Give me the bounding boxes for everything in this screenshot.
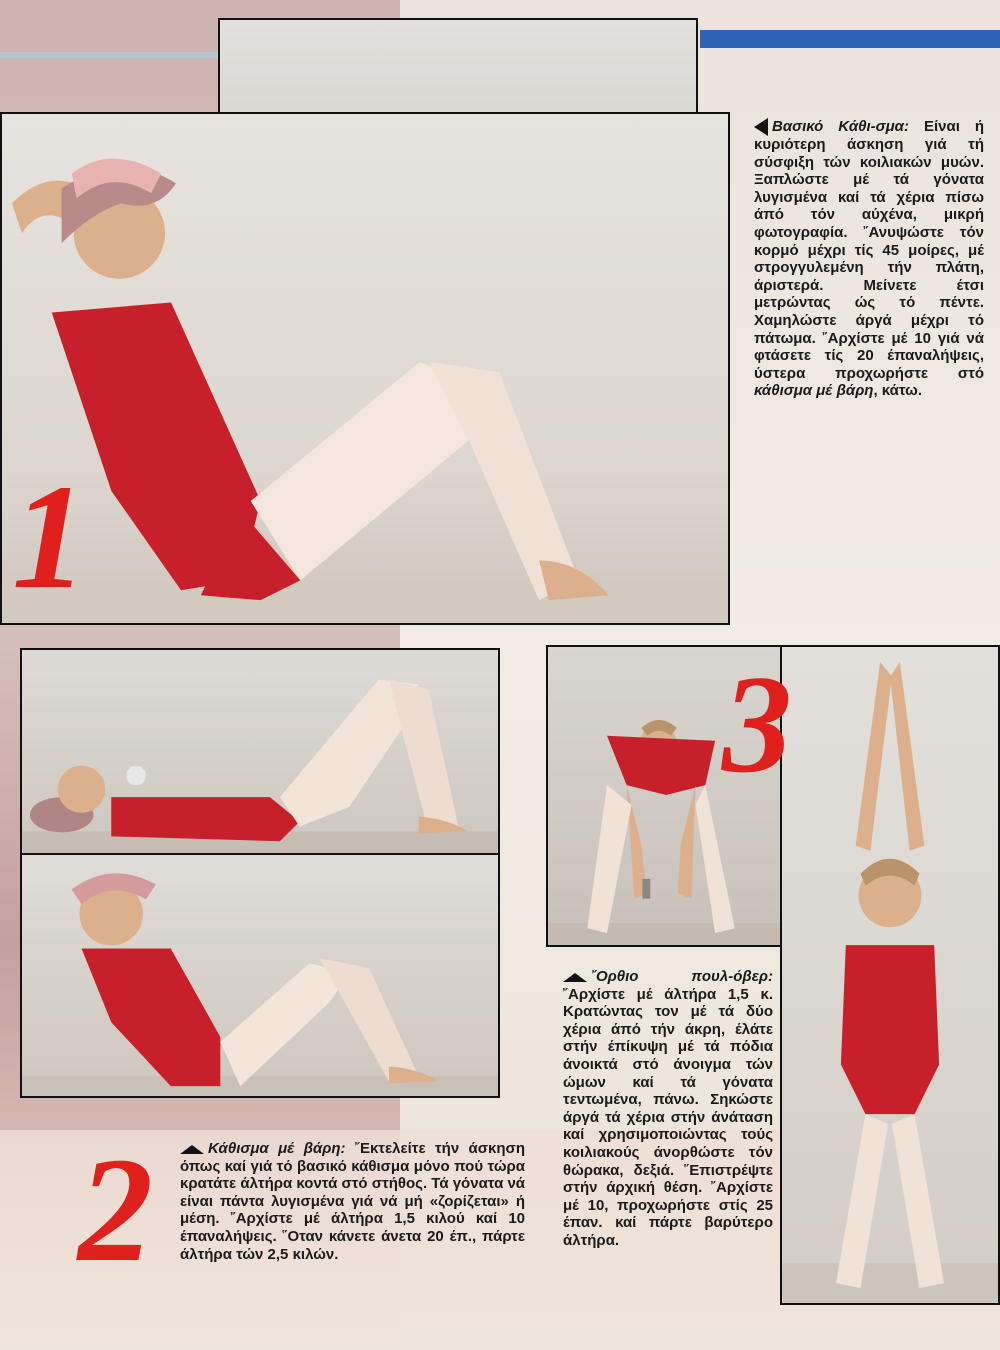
photo-standing-arms-raised (780, 645, 1000, 1305)
exercise-3-description (563, 968, 773, 1250)
woman-situp-with-weight-illustration (22, 855, 498, 1096)
header-rule-left (0, 52, 220, 58)
photo-basic-situp (0, 112, 730, 625)
header-rule (700, 30, 1000, 48)
exercise-3-body: ῎Αρχίστε μέ άλτήρα 1,5 κ. Κρατώντας τον μέ τά δύο χέρια άπό τήν άκρη, έλάτε στήν έπίκυψη μέ τά πόδια άνοικτά στό άνοιγμα τών ώμων καί τά γόνατα τεντωμένα, πάνω. Σηκώστε άργά τά χέρια στήν άνάταση καί χρησιμοποιώντας τούς κοιλιακούς άνορθώστε τόν θώρακα, δεξιά. ῞Επιστρέψτε στήν άρχική θέση. ῎Αρχίστε μέ 10, προχωρήστε στίς 25 έπαν. καί πάρτε βαρύτερο άλτήρα. (563, 985, 773, 1249)
photo-lying-with-weight (20, 648, 500, 855)
exercise-2-body: ῎Εκτελείτε τήν άσκηση όπως καί γιά τό βασικό κάθισμα μόνο πού τώρα κρατάτε άλτήρα κοντά στό στήθος. Τά γόνατα νά είναι πάντα λυγισμένα γιά νά μή «ζορίζεται» ή μέση. ῎Αρχίστε μέ άλτήρα 1,5 κιλού καί 10 έπαναλήψεις. ῞Οταν κάνετε άνετα 20 έπ., πάρτε άλτήρα τών 2,5 κιλών. (180, 1140, 526, 1263)
woman-lying-holding-weight-illustration (22, 650, 498, 853)
exercise-1-tail: , κάτω. (873, 382, 923, 400)
exercise-2-description (180, 1140, 525, 1263)
step-number-1: 1 (12, 454, 87, 620)
exercise-1-description (754, 118, 984, 400)
photo-situp-with-weight (20, 853, 500, 1098)
arrow-left-icon (754, 118, 768, 136)
exercise-1-body: Είναι ή κυριότερη άσκηση γιά τή σύσφιξη τών κοιλιακών μυών. Ξαπλώστε μέ τά γόνατα λυγισμένα καί τά χέρια πίσω άπό τόν αύχένα, μικρή φωτογραφία. ῎Ανυψώστε τόν κορμό μέχρι τίς 45 μοίρες, μέ στρογγυλεμένη τήν πλάτη, άριστερά. Μείνετε έτσι μετρώντας ώς τό πέντε. Χαμηλώστε άργά μέχρι τό πάτωμα. ῎Αρχίστε μέ 10 γιά νά φτάσετε τίς 20 έπαναλήψεις, ύστερα προχωρήστε στό (754, 118, 985, 382)
step-number-3: 3 (722, 647, 792, 802)
woman-basic-situp-illustration (2, 114, 728, 623)
exercise-3-title: ῎Ορθιο πουλ-όβερ: (591, 968, 773, 985)
arrow-up-icon (563, 973, 587, 982)
woman-standing-arms-raised-illustration (782, 647, 998, 1303)
exercise-2-title: Κάθισμα μέ βάρη: (208, 1140, 346, 1157)
exercise-1-title: Βασικό Κάθι-σμα: (772, 118, 909, 135)
step-number-2: 2 (78, 1127, 153, 1293)
exercise-1-link: κάθισμα μέ βάρη (754, 382, 874, 400)
arrow-up-icon (180, 1145, 204, 1154)
